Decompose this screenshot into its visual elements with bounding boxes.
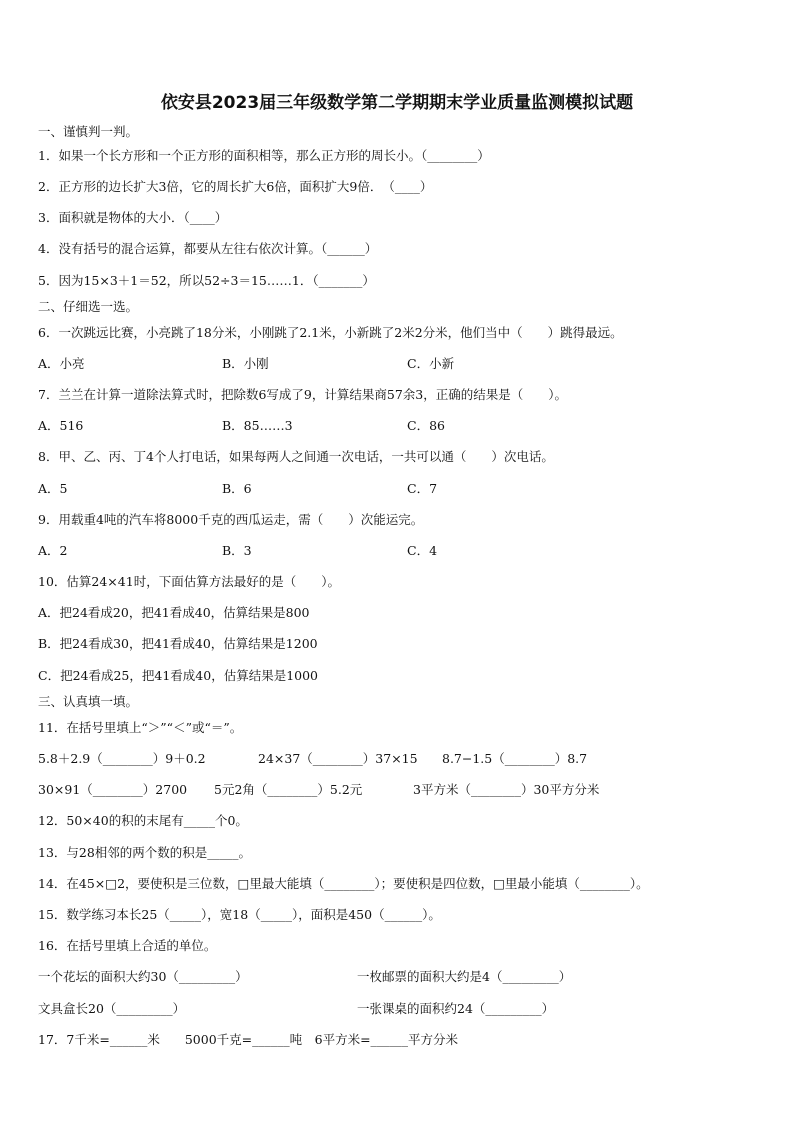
q11-item-3: 8.7−1.5（________）8.7 xyxy=(442,751,588,766)
q16-item-3: 文具盒长20（_________） xyxy=(38,1001,186,1016)
question-16: 16．在括号里填上合适的单位。 xyxy=(38,938,217,953)
q11-item-1: 5.8＋2.9（________）9＋0.2 xyxy=(38,751,206,766)
q11-item-5: 5元2角（________）5.2元 xyxy=(214,782,363,797)
q7-option-b: B．85……3 xyxy=(222,418,293,433)
question-4: 4．没有括号的混合运算，都要从左往右依次计算。（______） xyxy=(38,241,378,256)
section2-heading: 二、仔细选一选。 xyxy=(38,299,139,314)
q6-option-b: B．小刚 xyxy=(222,356,269,371)
q11-item-2: 24×37（________）37×15 xyxy=(258,751,418,766)
q16-item-2: 一枚邮票的面积大约是4（_________） xyxy=(357,969,572,984)
section3-heading: 三、认真填一填。 xyxy=(38,694,139,709)
q10-option-c: C．把24看成25，把41看成40，估算结果是1000 xyxy=(38,668,318,683)
q11-item-6: 3平方米（________）30平方分米 xyxy=(413,782,600,797)
question-10: 10．估算24×41时，下面估算方法最好的是（ ）。 xyxy=(38,574,340,589)
question-3: 3．面积就是物体的大小．（____） xyxy=(38,210,228,225)
q8-option-b: B．6 xyxy=(222,481,252,496)
section1-heading: 一、谨慎判一判。 xyxy=(38,124,139,139)
q10-option-a: A．把24看成20，把41看成40，估算结果是800 xyxy=(38,605,310,620)
question-1: 1．如果一个长方形和一个正方形的面积相等，那么正方形的周长小。（________） xyxy=(38,148,490,163)
q7-option-c: C．86 xyxy=(407,418,445,433)
q7-option-a: A．516 xyxy=(38,418,84,433)
question-2: 2．正方形的边长扩大3倍，它的周长扩大6倍，面积扩大9倍． （____） xyxy=(38,179,433,194)
q11-item-4: 30×91（________）2700 xyxy=(38,782,188,797)
question-13: 13．与28相邻的两个数的积是_____。 xyxy=(38,845,252,860)
question-9: 9．用载重4吨的汽车将8000千克的西瓜运走，需（ ）次能运完。 xyxy=(38,512,424,527)
question-11: 11．在括号里填上“＞”“＜”或“＝”。 xyxy=(38,720,243,735)
q10-option-b: B．把24看成30，把41看成40，估算结果是1200 xyxy=(38,636,318,651)
q6-option-a: A．小亮 xyxy=(38,356,85,371)
page-title: 依安县2023届三年级数学第二学期期末学业质量监测模拟试题 xyxy=(160,93,634,113)
question-15: 15．数学练习本长25（_____），宽18（_____），面积是450（______）。 xyxy=(38,907,441,922)
q9-option-c: C．4 xyxy=(407,543,438,558)
question-12: 12．50×40的积的末尾有_____个0。 xyxy=(38,813,248,828)
q9-option-b: B．3 xyxy=(222,543,252,558)
question-6: 6．一次跳远比赛，小亮跳了18分米，小刚跳了2.1米，小新跳了2米2分米，他们当中（ ）跳得最远。 xyxy=(38,325,623,340)
question-5: 5．因为15×3＋1＝52，所以52÷3＝15……1．（_______） xyxy=(38,273,375,288)
question-8: 8．甲、乙、丙、丁4个人打电话，如果每两人之间通一次电话，一共可以通（ ）次电话。 xyxy=(38,449,554,464)
question-7: 7．兰兰在计算一道除法算式时，把除数6写成了9，计算结果商57余3，正确的结果是（ ）。 xyxy=(38,387,567,402)
question-14: 14．在45×□2，要使积是三位数，□里最大能填（________）；要使积是四位数，□里最小能填（________）。 xyxy=(38,876,649,891)
q8-option-c: C．7 xyxy=(407,481,438,496)
q8-option-a: A．5 xyxy=(38,481,68,496)
q16-item-1: 一个花坛的面积大约30（_________） xyxy=(38,969,248,984)
q6-option-c: C．小新 xyxy=(407,356,455,371)
question-17: 17．7千米=______米 5000千克=______吨 6平方米=______平方分米 xyxy=(38,1032,459,1047)
q16-item-4: 一张课桌的面积约24（_________） xyxy=(357,1001,555,1016)
q9-option-a: A．2 xyxy=(38,543,68,558)
